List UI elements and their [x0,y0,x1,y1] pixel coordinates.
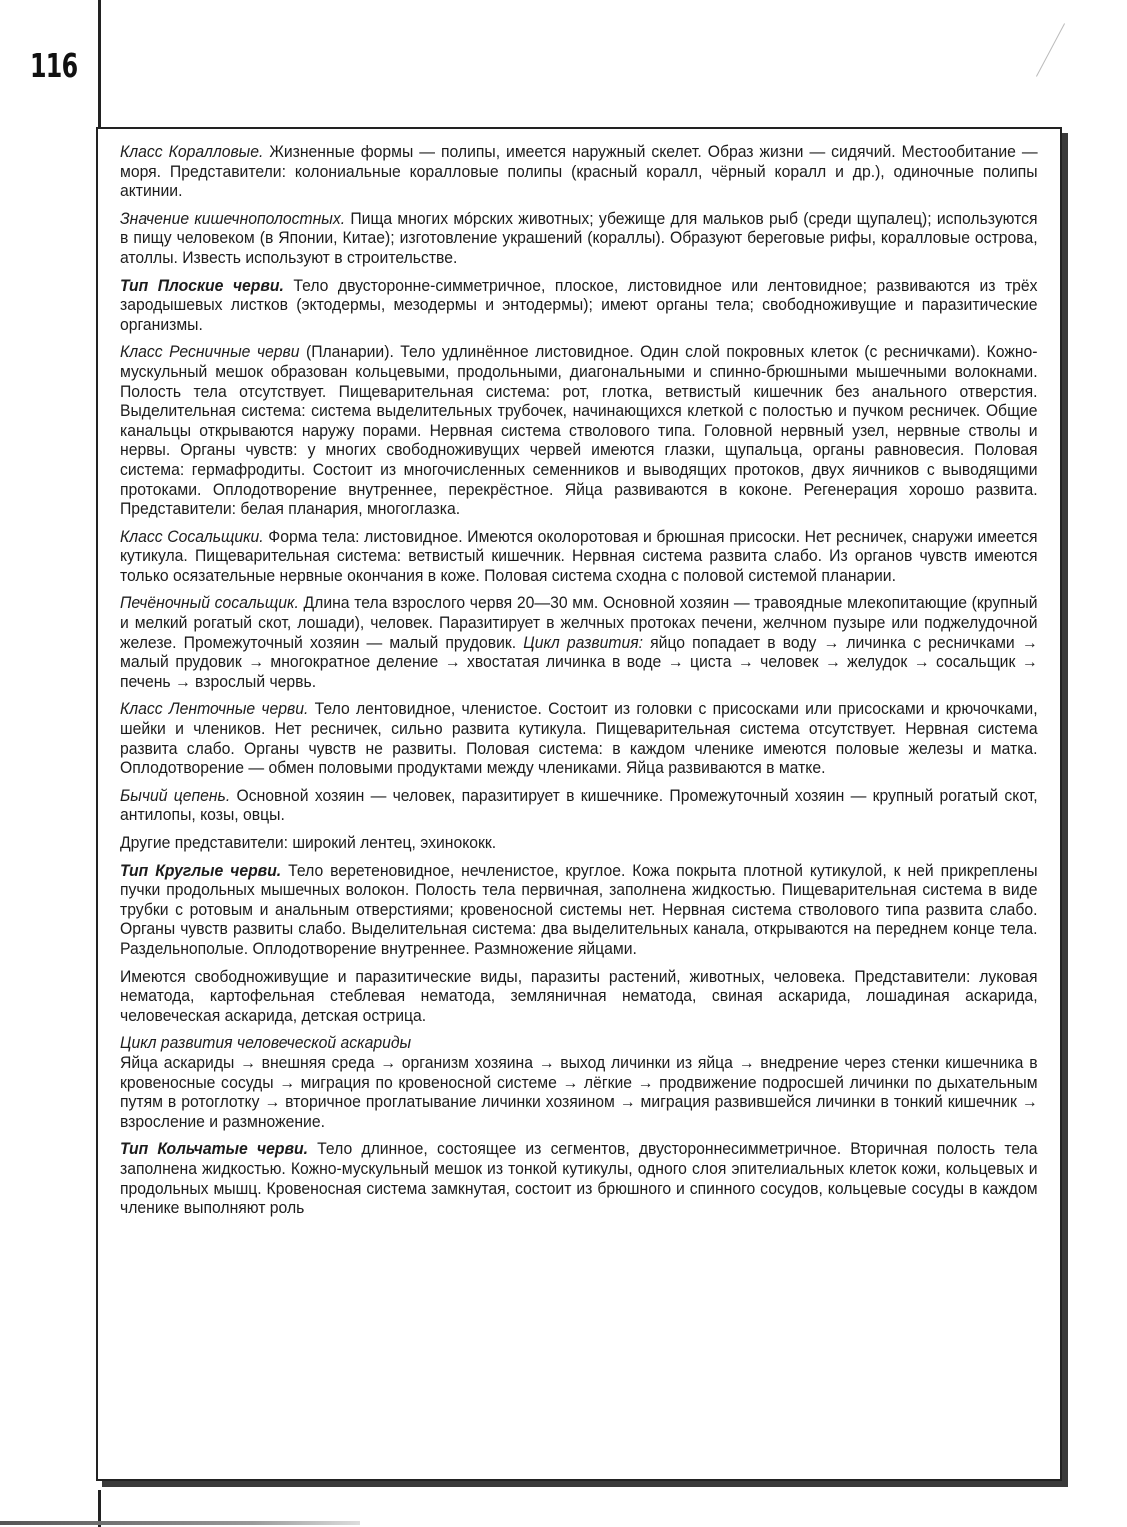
heading-beef-tapeworm: Бычий цепень. [120,786,231,805]
paragraph-ascaris-cycle [120,1054,1038,1132]
paragraph-annelids [120,1140,1038,1218]
heading-significance: Значение кишечнополостных. [120,209,346,228]
text-ascaris-cycle: Яйца аскариды → внешняя среда → организм хозяина → выход личинки из яйца → внедрение через стенки кишечника в кровеносные сосуды → миграция по кровеносной системе → лёгкие → продвижение подросшей личинки по дыхательным путям в ротоглотку → вторичное проглатывание личинки хозяином → миграция развившейся личинки в тонкий кишечник → взросление и размножение. [120,1053,1038,1131]
heading-life-cycle: Цикл развития: [516,633,644,652]
scan-edge-line [0,1521,360,1525]
text-flatworms: Тело двусторонне-симметричное, плоское, листовидное или лентовидное; развиваются из трёх зародышевых листков (эктодермы, мезодермы и энтодермы); имеют органы тела; свободноживущие и паразитические организмы. [120,276,1038,334]
heading-tapeworms: Класс Ленточные черви. [120,700,309,719]
paragraph-tapeworms [120,700,1038,778]
heading-liver-fluke: Печёночный сосальщик. [120,594,299,613]
heading-flukes: Класс Сосальщики. [120,527,264,546]
paragraph-beef-tapeworm [120,787,1038,826]
paragraph-other-representatives [120,834,1038,854]
text-flukes: Форма тела: листовидное. Имеются околоротовая и брюшная присоски. Нет ресничек, снаружи имеется кутикула. Пищеварительная система: ветвистый кишечник. Нервная система развита слабо. Из органов чувств имеются только осязательные нервные окончания в коже. Половая система сходна с половой системой планарии. [120,527,1038,585]
text-column [120,143,1038,1227]
paragraph-corals [120,143,1038,202]
text-beef-tapeworm: Основной хозяин — человек, паразитирует в кишечнике. Промежуточный хозяин — крупный рогатый скот, антилопы, козы, овцы. [120,786,1038,825]
heading-turbellaria: Класс Ресничные черви [120,343,300,362]
paragraph-flatworms [120,277,1038,336]
heading-flatworms: Тип Плоские черви. [120,276,284,295]
paragraph-significance [120,210,1038,269]
paragraph-liver-fluke [120,594,1038,692]
paragraph-flukes [120,528,1038,587]
text-turbellaria: (Планарии). Тело удлинённое листовидное. Один слой покровных клеток (с ресничками). Кожно-мускульный мешок образован кольцевыми, продольными, диагональными и спинно-брюшными мышечными волокнами. Полость тела отсутствует. Пищеварительная система: рот, глотка, ветвистый кишечник без анального отверстия. Выделительная система: система выделительных трубочек, начинающихся клеткой с полостью и пучком ресничек. Общие канальцы открываются наружу порами. Нервная система стволового типа. Головной нервный узел, нервные стволы и нервы. Органы чувств: у многих свободноживущих червей имеются глазки, щупальца, органы равновесия. Половая система: гермафродиты. Состоит из многочисленных семенников и выводящих протоков, двух яичников с выводящими протоками. Оплодотворение внутреннее, перекрёстное. Яйца развиваются в коконе. Регенерация хорошо развита. Представители: белая планария, многоглазка. [120,343,1038,519]
text-liver-fluke: Длина тела взрослого червя 20—30 мм. Основной хозяин — травоядные млекопитающие (крупный и мелкий рогатый скот, лошади), человек. Паразитирует в желчных протоках печени, желчном пузыре или поджелудочной железе. Промежуточный хозяин — малый прудовик. [120,594,1038,652]
paragraph-roundworm-species [120,968,1038,1027]
paragraph-roundworms [120,862,1038,960]
paragraph-ascaris-cycle-title [120,1034,1038,1054]
text-life-cycle: яйцо попадает в воду → личинка с ресничками → малый прудовик → многократное деление → хвостатая личинка в воде → циста → человек → желудок → сосальщик → печень → взрослый червь. [120,633,1038,691]
page-number: 116 [30,46,78,85]
text-roundworm-species: Имеются свободноживущие и паразитические виды, паразиты растений, животных, человека. Представители: луковая нематода, картофельная стеблевая нематода, земляничная нематода, свиная аскарида, лошадиная аскарида, человеческая аскарида, детская острица. [120,967,1038,1025]
text-other-representatives: Другие представители: широкий лентец, эхинококк. [120,834,497,852]
text-significance: Пища многих мóрских животных; убежище для мальков рыб (среди щупалец); используются в пищу человеком (в Японии, Китае); изготовление украшений (кораллы). Образуют береговые рифы, коралловые острова, атоллы. Известь используют в строительстве. [120,209,1038,267]
heading-roundworms: Тип Круглые черви. [120,861,282,880]
text-tapeworms: Тело лентовидное, членистое. Состоит из головки с присосками или присосками и крючочками, шейки и члеников. Нет ресничек, сильно развита кутикула. Пищеварительная система отсутствует. Нервная система развита слабо. Органы чувств не развиты. Половая система: в каждом членике имеются половые железы и матка. Оплодотворение — обмен половыми продуктами между члениками. Яйца развиваются в матке. [120,700,1038,778]
paragraph-turbellaria [120,343,1038,519]
heading-ascaris-cycle: Цикл развития человеческой аскариды [120,1034,412,1053]
text-annelids: Тело длинное, состоящее из сегментов, двустороннесимметричное. Вторичная полость тела заполнена жидкостью. Кожно-мускульный мешок из тонкой кутикулы, одного слоя эпителиальных клеток кожи, кольцевых и продольных мышц. Кровеносная система замкнутая, состоит из брюшного и спинного сосудов, кольцевые сосуды в каждом членике выполняют роль [120,1140,1038,1218]
text-corals: Жизненные формы — полипы, имеется наружный скелет. Образ жизни — сидячий. Местообитание — моря. Представители: колониальные коралловые полипы (красный коралл, чёрный коралл и др.), одиночные полипы актинии. [120,143,1038,201]
heading-corals: Класс Коралловые. [120,143,264,161]
scan-mark [1036,23,1065,76]
margin-rule [98,0,101,128]
content-box [96,127,1062,1481]
heading-annelids: Тип Кольчатые черви. [120,1140,308,1159]
text-roundworms: Тело веретеновидное, нечленистое, круглое. Кожа покрыта плотной кутикулой, к ней прикреплены пучки продольных мышечных волокон. Полость тела первичная, заполнена жидкостью. Пищеварительная система в виде трубки с ротовым и анальным отверстиями; кровеносной системы нет. Нервная система стволового типа развита слабо. Органы чувств развиты слабо. Выделительная система: два выделительных канала, открываются на переднем конце тела. Раздельнополые. Оплодотворение внутреннее. Размножение яйцами. [120,861,1038,958]
